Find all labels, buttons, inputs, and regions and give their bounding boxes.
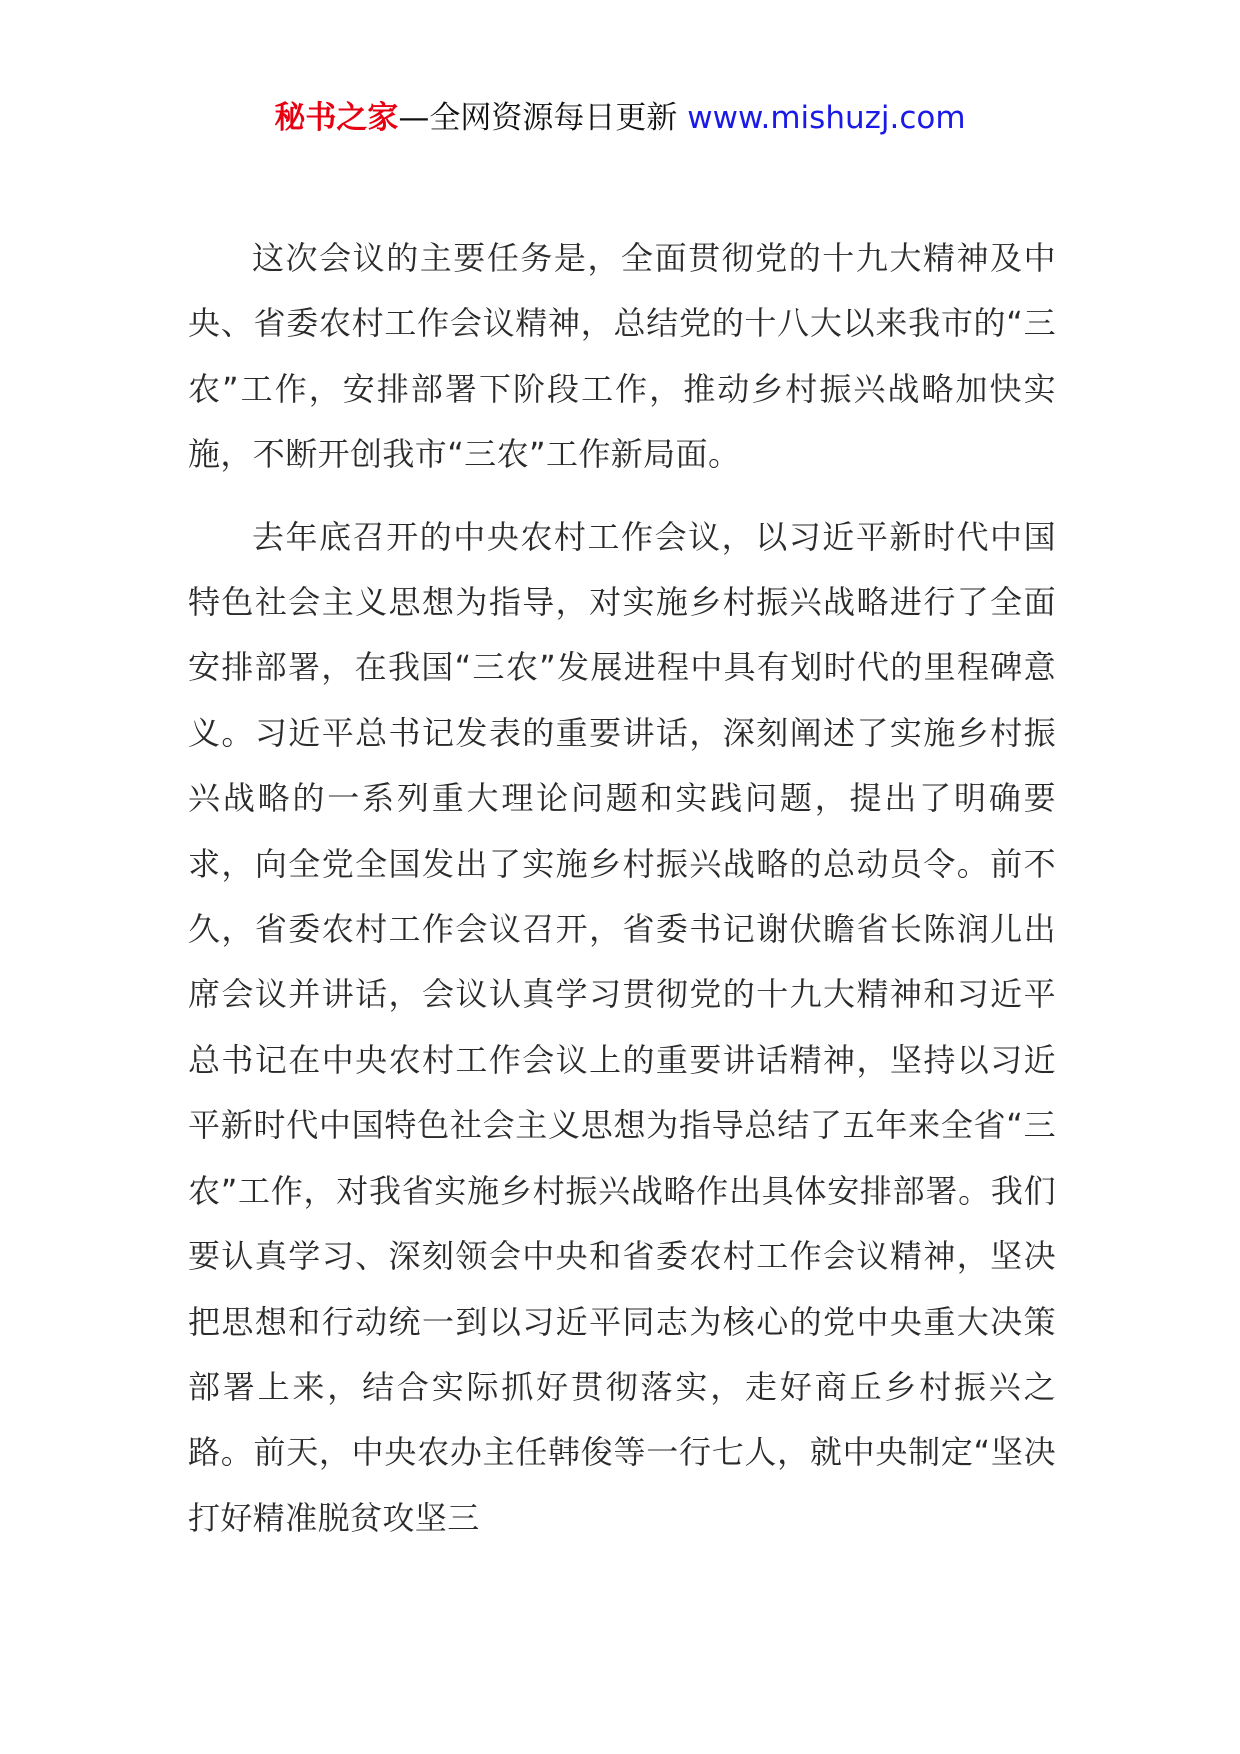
document-body	[188, 226, 1056, 1568]
site-tagline: —全网资源每日更新	[398, 100, 678, 136]
paragraph-1: 这次会议的主要任务是，全面贯彻党的十九大精神及中央、省委农村工作会议精神，总结党的十八大以来我市的“三农”工作，安排部署下阶段工作，推动乡村振兴战略加快实施，不断开创我市“三农”工作新局面。	[188, 239, 1056, 474]
paragraph-2: 去年底召开的中央农村工作会议，以习近平新时代中国特色社会主义思想为指导，对实施乡村振兴战略进行了全面安排部署，在我国“三农”发展进程中具有划时代的里程碑意义。习近平总书记发表的重要讲话，深刻阐述了实施乡村振兴战略的一系列重大理论问题和实践问题，提出了明确要求，向全党全国发出了实施乡村振兴战略的总动员令。前不久，省委农村工作会议召开，省委书记谢伏瞻省长陈润儿出席会议并讲话，会议认真学习贯彻党的十九大精神和习近平总书记在中央农村工作会议上的重要讲话精神，坚持以习近平新时代中国特色社会主义思想为指导总结了五年来全省“三农”工作，对我省实施乡村振兴战略作出具体安排部署。我们要认真学习、深刻领会中央和省委农村工作会议精神，坚决把思想和行动统一到以习近平同志为核心的党中央重大决策部署上来，结合实际抓好贯彻落实，走好商丘乡村振兴之路。前天，中央农办主任韩俊等一行七人，就中央制定“坚决打好精准脱贫攻坚三	[188, 517, 1056, 1537]
site-header	[0, 98, 1240, 138]
site-brand: 秘书之家	[274, 100, 399, 136]
site-url-link[interactable]: www.mishuzj.com	[687, 100, 966, 136]
